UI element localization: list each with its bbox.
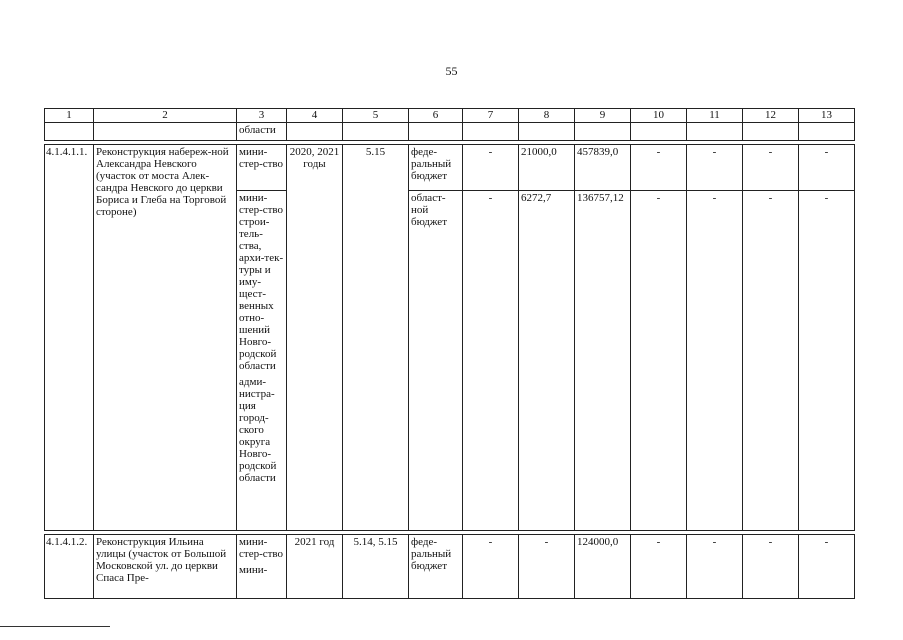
cell-value: 136757,12 [575,191,631,531]
cell-value: - [463,535,519,599]
cell-value: - [687,145,743,191]
col-header: 11 [687,109,743,123]
row-id: 4.1.4.1.1. [45,145,94,531]
row-years: 2020, 2021 годы [287,145,343,531]
cell-value: - [631,145,687,191]
cell-value: - [799,535,855,599]
col-header: 4 [287,109,343,123]
row-executor: мини-стер-ство [237,145,287,191]
cell-value: - [631,535,687,599]
col-header: 8 [519,109,575,123]
cell-value: 21000,0 [519,145,575,191]
source-name: феде-ральный бюджет [409,145,463,191]
header-row [45,109,855,123]
cell-value: - [463,145,519,191]
col-header: 13 [799,109,855,123]
row-executor-group [237,535,287,599]
row-name: Реконструкция набереж-ной Александра Невского (участок от моста Алек-сандра Невского до церкви Бориса и Глеба на Торговой стороне) [94,145,237,531]
col-header: 6 [409,109,463,123]
cell-value: - [743,145,799,191]
cell-value: - [631,191,687,531]
row-years: 2021 год [287,535,343,599]
continuation-row [45,123,855,141]
row-name: Реконструкция Ильина улицы (участок от Большой Московской ул. до церкви Спаса Пре- [94,535,237,599]
cell-value: - [743,535,799,599]
row-executor: мини-стер-ство строи-тель-ства, архи-тек-туры и иму-щест-венных отно-шений Новго-родской области [239,192,284,372]
continuation-executor: области [237,123,287,141]
cell-value: - [519,535,575,599]
cell-value: 124000,0 [575,535,631,599]
source-name: феде-ральный бюджет [409,535,463,599]
row-executor: адми-нистра-ция город-ского округа Новго-родской области [239,376,277,484]
row-target: 5.15 [343,145,409,531]
col-header: 1 [45,109,94,123]
col-header: 7 [463,109,519,123]
row-executor-group [237,191,287,531]
col-header: 3 [237,109,287,123]
cell-value: 6272,7 [519,191,575,531]
row-id: 4.1.4.1.2. [45,535,94,599]
cell-value: - [799,191,855,531]
source-name: област-ной бюджет [409,191,463,531]
row-executor: мини-стер-ство [239,536,284,560]
col-header: 9 [575,109,631,123]
page-number: 55 [445,64,458,78]
cell-value: 457839,0 [575,145,631,191]
cell-value: - [799,145,855,191]
cell-value: - [687,191,743,531]
col-header: 2 [94,109,237,123]
table-row [45,535,855,599]
footer-divider [0,626,110,627]
col-header: 5 [343,109,409,123]
program-table [44,108,855,599]
row-executor: мини- [239,564,268,576]
col-header: 10 [631,109,687,123]
row-target: 5.14, 5.15 [343,535,409,599]
col-header: 12 [743,109,799,123]
cell-value: - [687,535,743,599]
table-row [45,145,855,191]
cell-value: - [463,191,519,531]
cell-value: - [743,191,799,531]
